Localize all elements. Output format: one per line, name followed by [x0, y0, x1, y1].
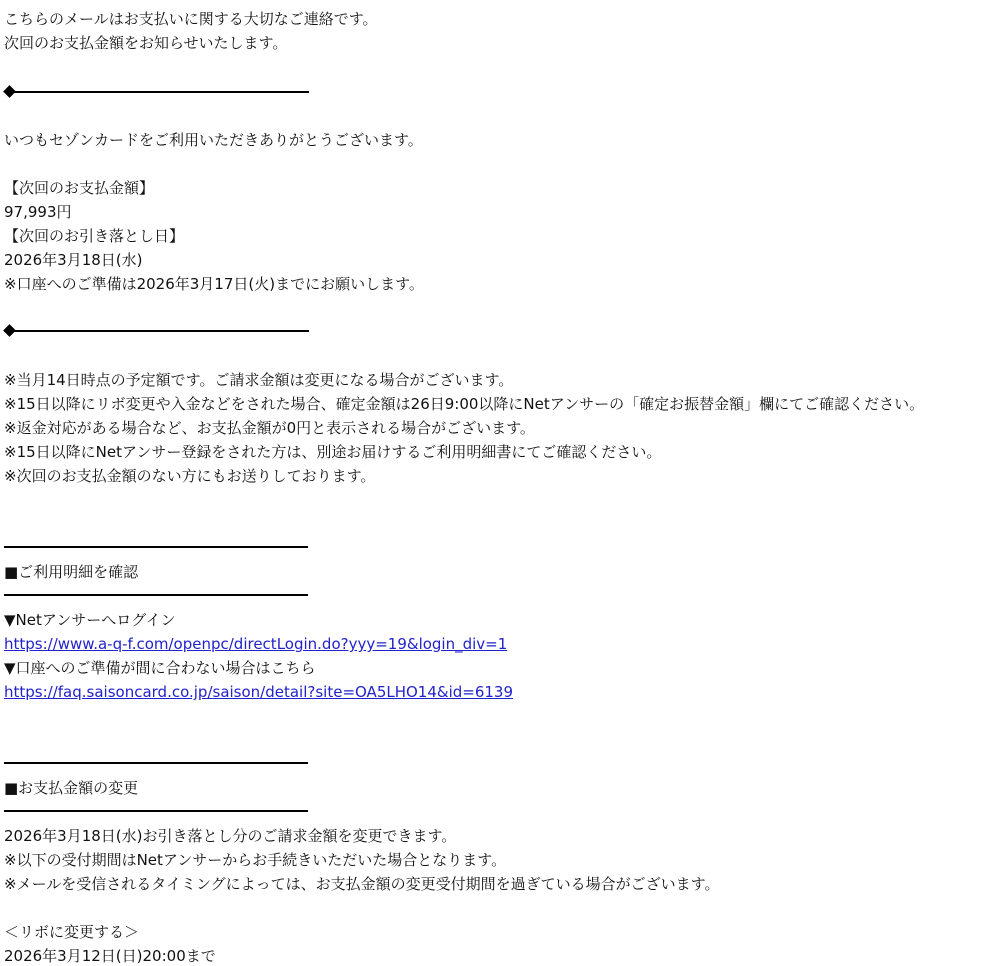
debit-date: 2026年3月18日(水) [4, 251, 143, 269]
account-prep-note: ※口座へのご準備は2026年3月17日(火)までにお願いします。 [4, 275, 424, 293]
diamond-divider [4, 82, 309, 102]
faq-label: ▼口座へのご準備が間に合わない場合はこちら [4, 659, 316, 677]
netanswer-login-link-row [4, 634, 507, 654]
netanswer-login-link[interactable]: https://www.a-q-f.com/openpc/directLogin.do?yyy=19&login_div=1 [4, 635, 508, 653]
note-line: ※返金対応がある場合など、お支払金額が0円と表示される場合がございます。 [4, 419, 535, 437]
section-rule [4, 546, 308, 548]
intro-line-1: こちらのメールはお支払いに関する大切なご連絡です。 [4, 10, 378, 28]
payment-amount: 97,993円 [4, 203, 72, 221]
note-line: ※次回のお支払金額のない方にもお送りしております。 [4, 467, 376, 485]
note-line: ※15日以降にNetアンサー登録をされた方は、別途お届けするご利用明細書にてご確認ください。 [4, 443, 662, 461]
revo-deadline: 2026年3月12日(日)20:00まで [4, 947, 216, 965]
statement-section-heading: ■ご利用明細を確認 [4, 563, 139, 581]
section-rule [4, 594, 308, 596]
change-line: 2026年3月18日(水)お引き落とし分のご請求金額を変更できます。 [4, 827, 457, 845]
intro-line-2: 次回のお支払金額をお知らせいたします。 [4, 34, 288, 52]
change-section-heading: ■お支払金額の変更 [4, 779, 139, 797]
debit-date-heading: 【次回のお引き落とし日】 [4, 227, 185, 245]
netanswer-login-label: ▼Netアンサーへログイン [4, 611, 176, 629]
note-line: ※当月14日時点の予定額です。ご請求金額は変更になる場合がございます。 [4, 371, 514, 389]
revo-heading: ＜リボに変更する＞ [4, 923, 140, 941]
note-line: ※15日以降にリボ変更や入金などをされた場合、確定金額は26日9:00以降にNetアンサーの「確定お振替金額」欄にてご確認ください。 [4, 395, 925, 413]
change-line: ※メールを受信されるタイミングによっては、お支払金額の変更受付期間を過ぎている場合がございます。 [4, 875, 720, 893]
amount-heading: 【次回のお支払金額】 [4, 179, 155, 197]
faq-link[interactable]: https://faq.saisoncard.co.jp/saison/detail?site=OA5LHO14&id=6139 [4, 683, 514, 701]
section-rule [4, 810, 308, 812]
section-rule [4, 762, 308, 764]
divider-bar [13, 330, 309, 332]
divider-bar [13, 91, 309, 93]
faq-link-row [4, 682, 513, 702]
greeting: いつもセゾンカードをご利用いただきありがとうございます。 [4, 131, 423, 149]
diamond-divider [4, 321, 309, 341]
change-line: ※以下の受付期間はNetアンサーからお手続きいただいた場合となります。 [4, 851, 507, 869]
